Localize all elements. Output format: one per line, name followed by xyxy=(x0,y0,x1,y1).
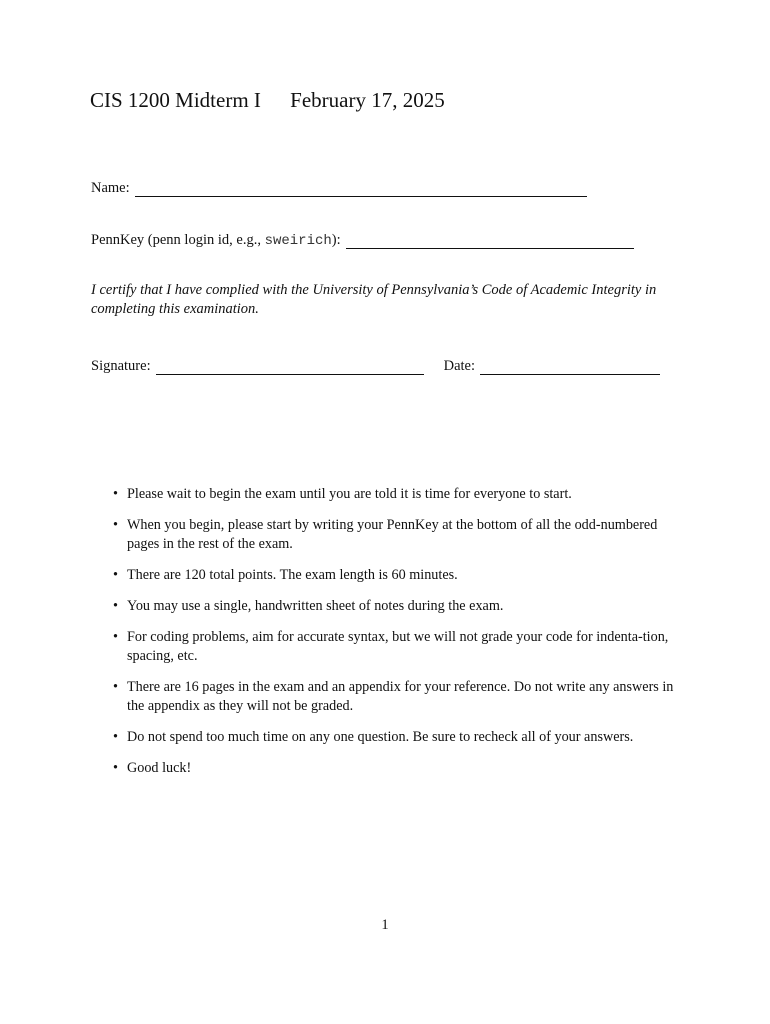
pennkey-field-row xyxy=(91,232,634,249)
bullet-icon: • xyxy=(113,629,118,645)
exam-title xyxy=(90,88,445,113)
list-item: • There are 120 total points. The exam length is 60 minutes. xyxy=(113,567,458,583)
exam-date: February 17, 2025 xyxy=(290,88,445,112)
bullet-icon: • xyxy=(113,760,118,776)
date-blank[interactable] xyxy=(480,360,660,375)
pennkey-example: sweirich xyxy=(264,233,332,249)
bullet-icon: • xyxy=(113,486,118,502)
date-label: Date: xyxy=(443,358,476,374)
bullet-icon: • xyxy=(113,567,118,583)
course-title: CIS 1200 Midterm I xyxy=(90,88,261,112)
bullet-icon: • xyxy=(113,679,118,695)
list-item: • Good luck! xyxy=(113,760,192,776)
bullet-icon: • xyxy=(113,598,118,614)
pennkey-label-prefix: PennKey (penn login id, e.g., xyxy=(91,232,265,248)
list-item: • There are 16 pages in the exam and an appendix for your reference. Do not write any answers in the appendix as they will not be graded. xyxy=(113,679,674,714)
name-label: Name: xyxy=(91,180,130,196)
page-number: 1 xyxy=(381,917,389,933)
pennkey-blank[interactable] xyxy=(346,234,634,249)
instructions-list xyxy=(113,485,688,790)
list-item: • You may use a single, handwritten sheet of notes during the exam. xyxy=(113,598,504,614)
signature-label: Signature: xyxy=(91,358,151,374)
list-item: • When you begin, please start by writing your PennKey at the bottom of all the odd-numbered pages in the rest of the exam. xyxy=(113,517,658,552)
signature-field-row xyxy=(91,358,660,375)
pennkey-label-suffix: ): xyxy=(331,232,341,248)
name-blank[interactable] xyxy=(135,182,587,197)
list-item: • For coding problems, aim for accurate syntax, but we will not grade your code for indenta-tion, spacing, etc. xyxy=(113,629,669,664)
list-item: • Do not spend too much time on any one question. Be sure to recheck all of your answers. xyxy=(113,729,634,745)
name-field-row xyxy=(91,180,587,197)
list-item: • Please wait to begin the exam until you are told it is time for everyone to start. xyxy=(113,486,572,502)
bullet-icon: • xyxy=(113,517,118,533)
bullet-icon: • xyxy=(113,729,118,745)
integrity-certification: I certify that I have complied with the University of Pennsylvania’s Code of Academic Integrity in completing this examination. xyxy=(91,282,657,317)
signature-blank[interactable] xyxy=(156,360,424,375)
